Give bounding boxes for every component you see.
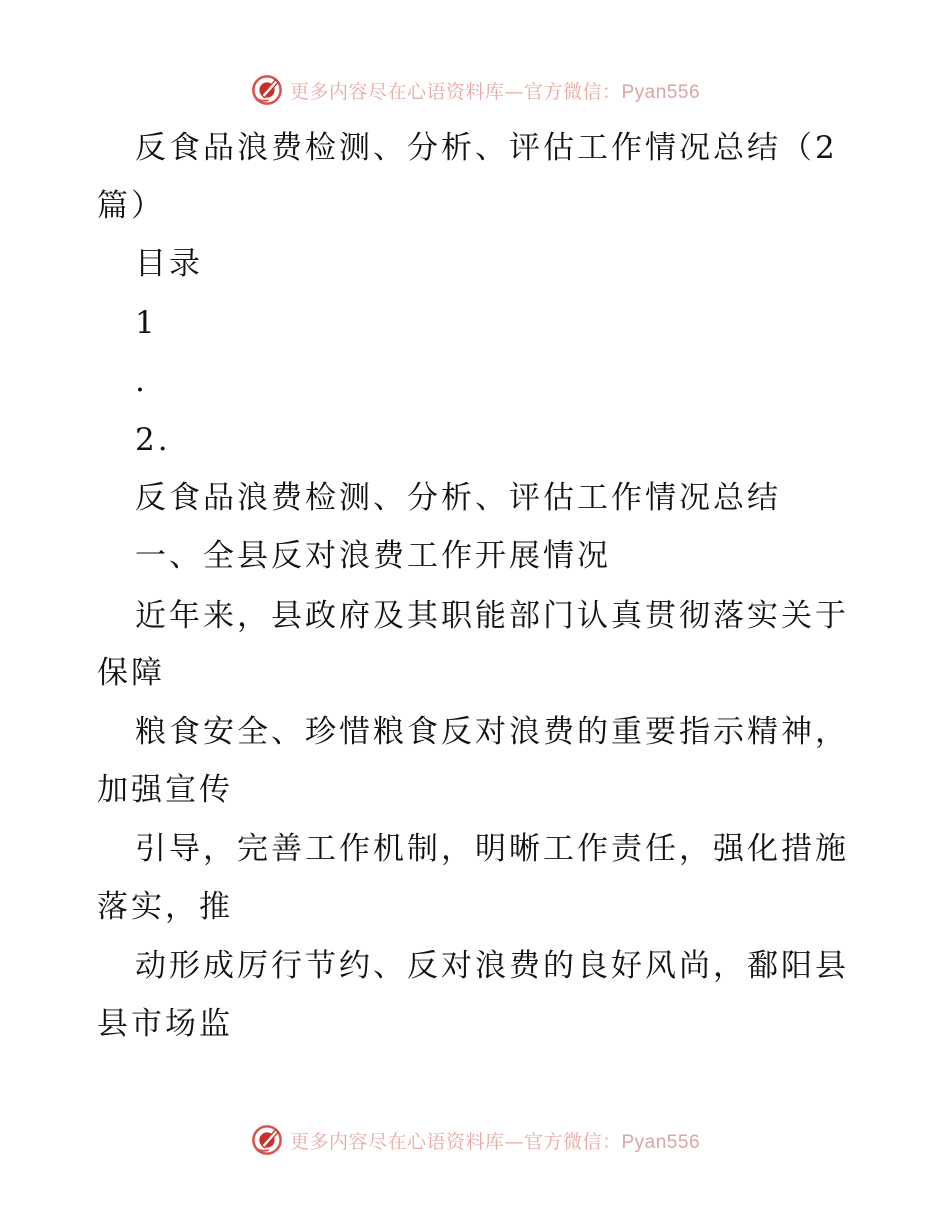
toc-item-2: 2. xyxy=(135,422,171,458)
section-title: 反食品浪费检测、分析、评估工作情况总结 xyxy=(135,480,781,516)
paragraph-line: 动形成厉行节约、反对浪费的良好风尚，鄱阳县 xyxy=(135,948,849,984)
paragraph-line: 引导，完善工作机制，明晰工作责任，强化措施 xyxy=(135,831,849,867)
watermark-text: 更多内容尽在心语资料库—官方微信：Pyan556 xyxy=(289,1130,701,1153)
watermark-text: 更多内容尽在心语资料库—官方微信：Pyan556 xyxy=(289,80,701,103)
toc-heading: 目录 xyxy=(135,246,203,282)
footer-watermark xyxy=(0,1122,950,1158)
paragraph-line: 近年来，县政府及其职能部门认真贯彻落实关于 xyxy=(135,598,849,634)
paragraph-line: 落实，推 xyxy=(97,889,233,925)
paragraph-line: 粮食安全、珍惜粮食反对浪费的重要指示精神， xyxy=(135,714,849,750)
paragraph-line: 保障 xyxy=(97,655,165,691)
pen-logo-icon xyxy=(250,73,284,107)
document-title-line-1: 反食品浪费检测、分析、评估工作情况总结（2 xyxy=(135,130,838,166)
toc-item-dot: . xyxy=(135,363,148,399)
section-heading: 一、全县反对浪费工作开展情况 xyxy=(135,538,611,574)
toc-item-1: 1 xyxy=(135,305,158,341)
paragraph-line: 县市场监 xyxy=(97,1006,233,1042)
document-title-line-2: 篇） xyxy=(97,188,165,224)
paragraph-line: 加强宣传 xyxy=(97,772,233,808)
header-watermark xyxy=(0,72,950,108)
pen-logo-icon xyxy=(250,1123,284,1157)
